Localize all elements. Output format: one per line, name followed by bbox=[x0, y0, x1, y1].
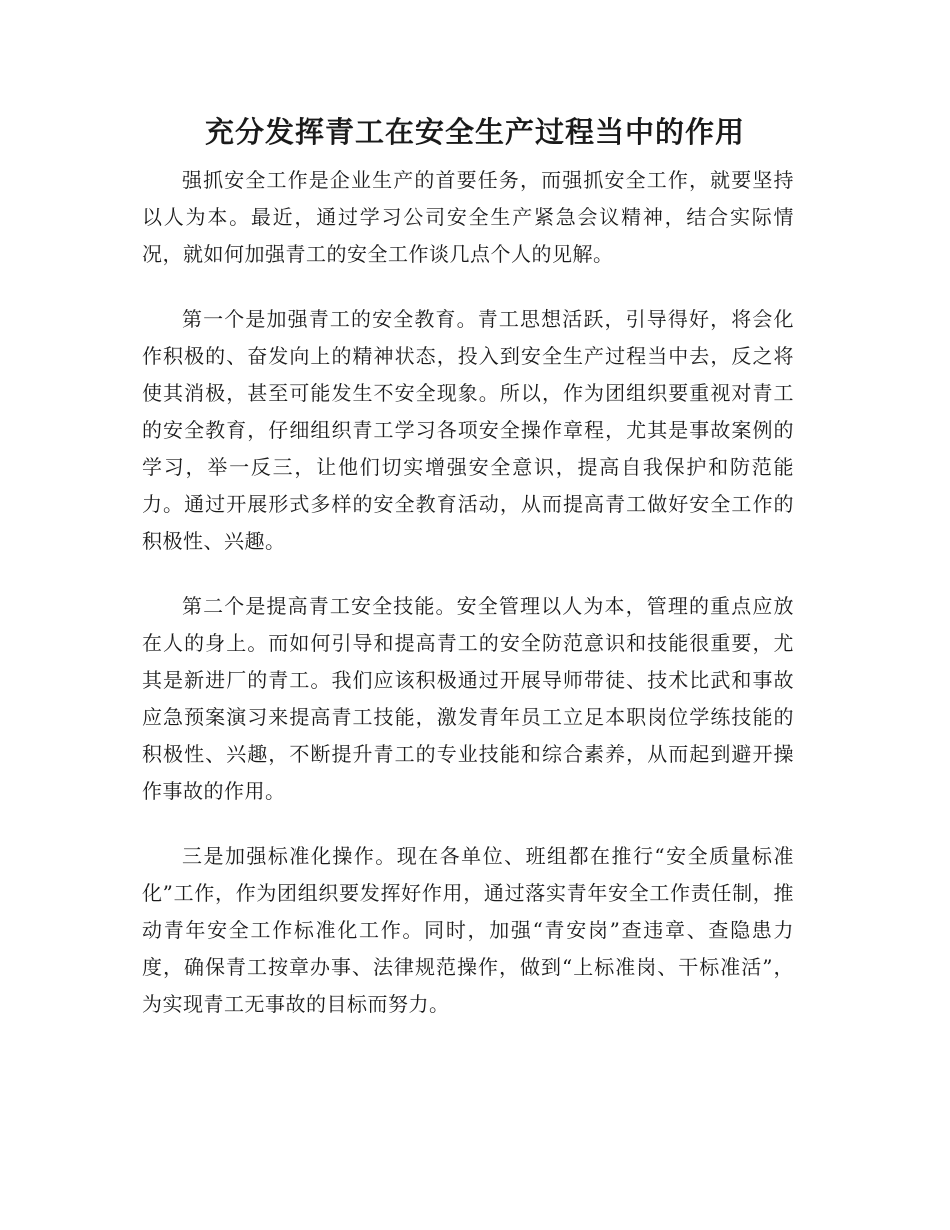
paragraph-intro: 强抓安全工作是企业生产的首要任务，而强抓安全工作，就要坚持以人为本。最近，通过学习公司安全生产紧急会议精神，结合实际情况，就如何加强青工的安全工作谈几点个人的见解。 bbox=[142, 168, 794, 266]
document-title: 充分发挥青工在安全生产过程当中的作用 bbox=[204, 115, 745, 149]
paragraph-safety-education: 第一个是加强青工的安全教育。青工思想活跃，引导得好，将会化作积极的、奋发向上的精神状态，投入到安全生产过程当中去，反之将使其消极，甚至可能发生不安全现象。所以，作为团组织要重视对青工的安全教育，仔细组织青工学习各项安全操作章程，尤其是事故案例的学习，举一反三，让他们切实增强安全意识，提高自我保护和防范能力。通过开展形式多样的安全教育活动，从而提高青工做好安全工作的积极性、兴趣。 bbox=[142, 307, 794, 553]
paragraph-safety-skills: 第二个是提高青工安全技能。安全管理以人为本，管理的重点应放在人的身上。而如何引导和提高青工的安全防范意识和技能很重要，尤其是新进厂的青工。我们应该积极通过开展导师带徒、技术比武和事故应急预案演习来提高青工技能，激发青年员工立足本职岗位学练技能的积极性、兴趣，不断提升青工的专业技能和综合素养，从而起到避开操作事故的作用。 bbox=[142, 594, 794, 803]
document-body bbox=[142, 162, 794, 1051]
paragraph-standardized-operation: 三是加强标准化操作。现在各单位、班组都在推行“安全质量标准化”工作，作为团组织要发挥好作用，通过落实青年安全工作责任制，推动青年安全工作标准化工作。同时，加强“青安岗”查违章、查隐患力度，确保青工按章办事、法律规范操作，做到“上标准岗、干标准活”，为实现青工无事故的目标而努力。 bbox=[142, 844, 794, 1016]
